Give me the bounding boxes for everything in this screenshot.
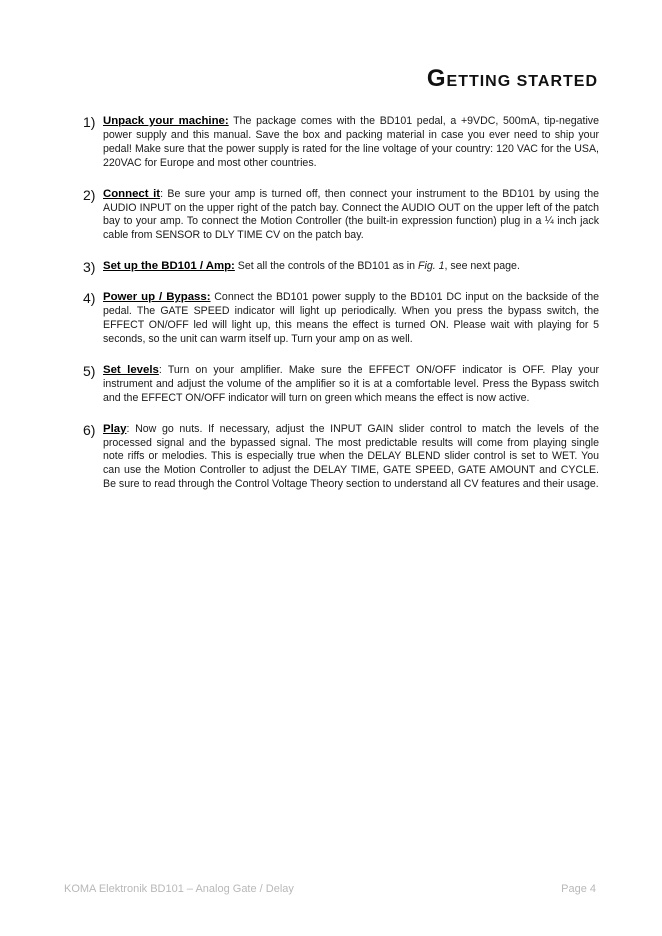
- step-title: Play: [103, 422, 127, 435]
- step-item: [83, 291, 599, 347]
- step-item: [83, 115, 599, 171]
- footer-product-name: KOMA Elektronik BD101 – Analog Gate / Delay: [64, 883, 294, 895]
- step-item: [83, 260, 599, 274]
- heading-initial: G: [426, 65, 447, 92]
- step-number: 3): [83, 259, 96, 276]
- heading-rest: ETTING STARTED: [446, 73, 598, 90]
- step-body: [103, 115, 599, 171]
- step-text: The package comes with the BD101 pedal, a +9VDC, 500mA, tip-negative power supply and this manual. Save the box and packing material in case you ever need to ship your pedal! Make sure that the power supply is rated for the line voltage of your country: 120 VAC for the USA, 220VAC for Europe and most other countries.: [103, 115, 599, 169]
- step-text: Connect the BD101 power supply to the BD101 DC input on the backside of the pedal. The GATE SPEED indicator will light up periodically. When you press the bypass switch, the EFFECT ON/OFF led will light up, this means the effect is turned ON. Please wait with playing for 5 seconds, so the unit can warm itself up. Turn your amp on as well.: [103, 291, 600, 345]
- step-body: [103, 364, 599, 406]
- step-number: 2): [83, 186, 96, 203]
- step-number: 6): [83, 421, 96, 438]
- step-number: 5): [83, 362, 96, 379]
- figure-reference: Fig. 1: [418, 260, 445, 273]
- step-body: [103, 188, 599, 244]
- step-title: Set up the BD101 / Amp:: [103, 260, 235, 273]
- step-body: [103, 291, 599, 347]
- step-text: : Be sure your amp is turned off, then connect your instrument to the BD101 by using the AUDIO INPUT on the upper right of the patch bay. Connect the AUDIO OUT on the upper left of the patch bay to your amp. To connect the Motion Controller (the built-in expression function) plug in a ¼ inch jack cable from SENSOR to DLY TIME CV on the patch bay.: [103, 187, 599, 242]
- step-body: [103, 423, 599, 493]
- step-number: 4): [83, 290, 96, 307]
- page-heading: [427, 64, 598, 97]
- step-text: Set all the controls of the BD101 as in: [234, 260, 418, 273]
- step-text: : Turn on your amplifier. Make sure the EFFECT ON/OFF indicator is OFF. Play your instrument and adjust the volume of the amplifier so it is at a comfortable level. Press the Bypass switch and the EFFECT ON/OFF indicator will turn on green which means the effect is now active.: [103, 363, 600, 404]
- step-body: [103, 260, 599, 274]
- getting-started-steps: [83, 115, 599, 509]
- footer-page-number: Page 4: [561, 883, 596, 895]
- step-title: Unpack your machine:: [103, 115, 229, 127]
- step-text: : Now go nuts. If necessary, adjust the INPUT GAIN slider control to match the levels of the processed signal and the bypassed signal. The most predictable results will come from playing single note riffs or melodies. This is especially true when the DELAY BLEND slider control is set to WET. You can use the Motion Controller to adjust the DELAY TIME, GATE SPEED, GATE AMOUNT and CYCLE. Be sure to read through the Control Voltage Theory section to understand all CV features and their usage.: [103, 422, 599, 491]
- step-number: 1): [83, 114, 96, 130]
- step-item: [83, 423, 599, 493]
- step-item: [83, 364, 599, 406]
- step-title: Power up / Bypass:: [103, 291, 211, 304]
- step-title: Set levels: [103, 363, 159, 376]
- step-title: Connect it: [103, 187, 161, 200]
- step-item: [83, 188, 599, 244]
- step-text: , see next page.: [444, 260, 520, 273]
